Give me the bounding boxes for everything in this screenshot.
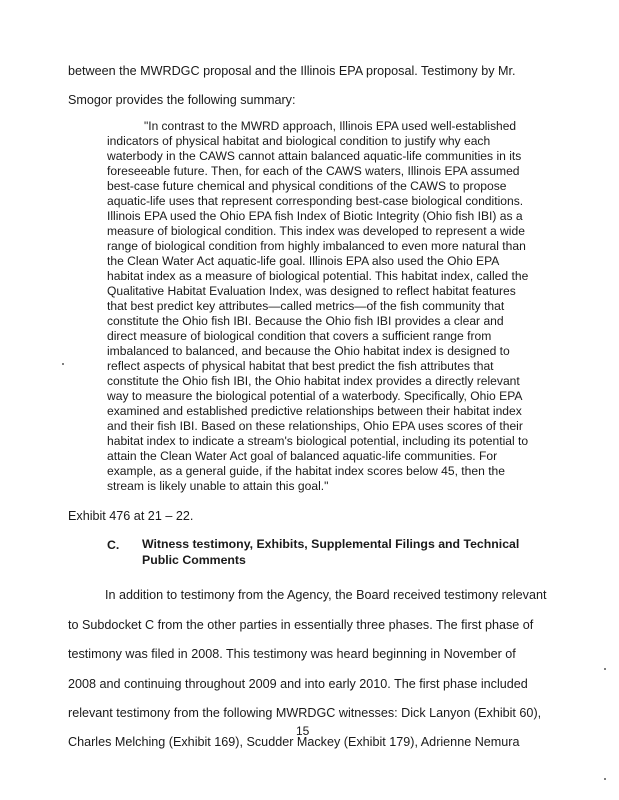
- quote-line: foreseeable future. Then, for each of the CAWS waters, Illinois EPA assumed: [107, 164, 520, 178]
- quote-line: habitat index to indicate a stream's biological potential, including its potential to: [107, 434, 529, 448]
- page-number: 15: [296, 724, 310, 738]
- body-line-2: to Subdocket C from the other parties in essentially three phases. The first phase of: [68, 618, 534, 632]
- intro-line-2: Smogor provides the following summary:: [68, 93, 296, 107]
- quote-line: waterbody in the CAWS cannot attain balanced aquatic-life communities in its: [107, 149, 522, 163]
- quote-line: habitat index as a measure of biological potential. This habitat index, called the: [107, 269, 529, 283]
- quote-line: Illinois EPA used the Ohio EPA fish Index of Biotic Integrity (Ohio fish IBI) as a: [107, 209, 523, 223]
- exhibit-citation: Exhibit 476 at 21 – 22.: [68, 509, 194, 523]
- quote-line: range of biological condition from highly imbalanced to even more natural than: [107, 239, 526, 253]
- quote-line: Qualitative Habitat Evaluation Index, was designed to reflect habitat features: [107, 284, 516, 298]
- quote-line: that best predict key attributes—called metrics—of the fish community that: [107, 299, 505, 313]
- quote-line: example, as a general guide, if the habitat index scores below 45, then the: [107, 464, 506, 478]
- quote-line: stream is likely unable to attain this goal.": [107, 479, 329, 493]
- quote-line: way to measure the biological potential of a waterbody. Specifically, Ohio EPA: [107, 389, 523, 403]
- quote-line: best-case future chemical and physical conditions of the CAWS to propose: [107, 179, 507, 193]
- quote-line: and their fish IBI. Based on these relationships, Ohio EPA uses scores of their: [107, 419, 523, 433]
- section-heading-line-2: Public Comments: [142, 553, 246, 567]
- body-line-4: 2008 and continuing throughout 2009 and into early 2010. The first phase included: [68, 677, 528, 691]
- quote-line: direct measure of biological condition that covers a sufficient range from: [107, 329, 492, 343]
- quote-line: indicators of physical habitat and biological condition to justify why each: [107, 134, 491, 148]
- intro-line-1: between the MWRDGC proposal and the Illinois EPA proposal. Testimony by Mr.: [68, 64, 516, 78]
- quote-line: imbalanced to balanced, and because the Ohio habitat index is designed to: [107, 344, 510, 358]
- body-line-6: Charles Melching (Exhibit 169), Scudder Mackey (Exhibit 179), Adrienne Nemura: [68, 735, 520, 749]
- scan-speck: [604, 668, 606, 670]
- scan-speck: [62, 363, 64, 365]
- quote-line: "In contrast to the MWRD approach, Illinois EPA used well-established: [144, 119, 517, 133]
- body-line-5: relevant testimony from the following MWRDGC witnesses: Dick Lanyon (Exhibit 60),: [68, 706, 542, 720]
- section-heading-line-1: Witness testimony, Exhibits, Supplemental Filings and Technical: [142, 537, 520, 551]
- body-line-3: testimony was filed in 2008. This testimony was heard beginning in November of: [68, 647, 516, 661]
- section-letter: C.: [107, 538, 120, 552]
- quote-line: attain the Clean Water Act goal of balanced aquatic-life communities. For: [107, 449, 498, 463]
- quote-line: reflect aspects of physical habitat that best predict the fish attributes that: [107, 359, 494, 373]
- quote-line: constitute the Ohio fish IBI. Because the Ohio fish IBI provides a clear and: [107, 314, 504, 328]
- scan-speck: [604, 778, 606, 780]
- quote-line: measure of biological condition. This index was developed to represent a wide: [107, 224, 525, 238]
- quote-line: aquatic-life uses that represent corresponding best-case biological conditions.: [107, 194, 524, 208]
- quote-line: constitute the Ohio fish IBI, the Ohio habitat index provides a directly relevant: [107, 374, 520, 388]
- quote-line: examined and established predictive relationships between their habitat index: [107, 404, 522, 418]
- body-line-1: In addition to testimony from the Agency, the Board received testimony relevant: [105, 588, 547, 602]
- quote-line: the Clean Water Act aquatic-life goal. Illinois EPA also used the Ohio EPA: [107, 254, 500, 268]
